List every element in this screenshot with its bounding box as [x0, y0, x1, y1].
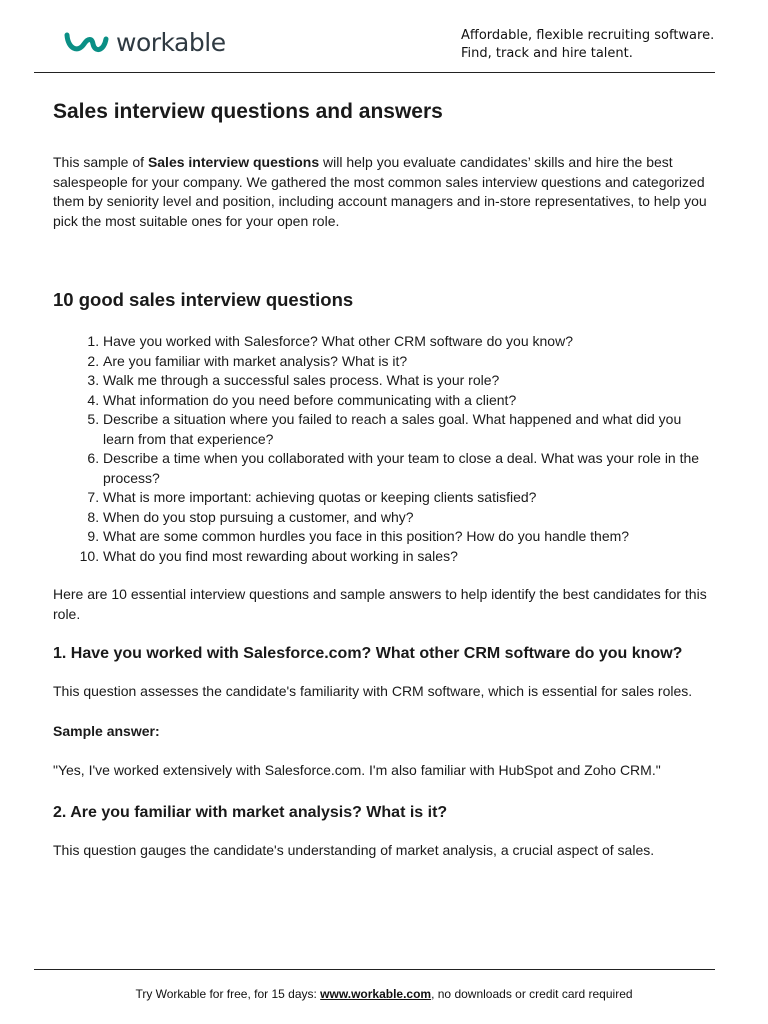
intro-text-start: This sample of — [53, 154, 148, 170]
list-item: 5. Describe a situation where you failed to reach a sales goal. What happened and what did you learn from that experience? — [103, 410, 715, 449]
intro-paragraph — [53, 153, 715, 231]
questions-list-heading: 10 good sales interview questions — [53, 289, 354, 310]
footer-text-start: Try Workable for free, for 15 days: — [135, 987, 321, 1001]
list-item: 6. Describe a time when you collaborated with your team to close a deal. What was your role in the process? — [103, 449, 715, 488]
list-item: 2. Are you familiar with market analysis? What is it? — [103, 352, 715, 372]
footer-text-end: , no downloads or credit card required — [431, 987, 633, 1001]
question-1-heading: 1. Have you worked with Salesforce.com? What other CRM software do you know? — [53, 645, 683, 662]
question-2-heading: 2. Are you familiar with market analysis? What is it? — [53, 803, 448, 821]
list-item: 9. What are some common hurdles you face in this position? How do you handle them? — [103, 527, 715, 547]
list-item: 7. What is more important: achieving quotas or keeping clients satisfied? — [103, 488, 715, 508]
workable-logo-icon — [64, 29, 110, 57]
intro-text-end: will help you evaluate candidates’ skills and hire the best salespeople for your company. We gathered the most common sales interview questions and categorized them by seniority level and position, including account managers and in-store representatives, to help you pick the most suitable ones for your open role. — [53, 154, 707, 229]
tagline-line-2: Find, track and hire talent. — [461, 46, 633, 61]
sample-answer-label — [53, 722, 715, 742]
list-item: 4. What information do you need before communicating with a client? — [103, 391, 715, 411]
page-header — [34, 0, 715, 73]
intro-bold-text: Sales interview questions — [147, 154, 320, 170]
workable-logo[interactable] — [64, 28, 226, 57]
question-2-description: This question gauges the candidate's understanding of market analysis, a crucial aspect of sales. — [53, 841, 655, 858]
list-item: 8. When do you stop pursuing a customer, and why? — [103, 508, 715, 528]
sample-answer-label-text: Sample answer: — [53, 722, 160, 739]
tagline-line-1: Affordable, flexible recruiting software. — [461, 28, 715, 43]
questions-list — [53, 332, 715, 566]
header-tagline — [461, 27, 714, 63]
logo-wordmark: workable — [116, 28, 226, 57]
page-footer — [0, 987, 768, 1001]
question-1-description: This question assesses the candidate's familiarity with CRM software, which is essential for sales roles. — [53, 683, 693, 699]
list-item: 3. Walk me through a successful sales process. What is your role? — [103, 371, 715, 391]
page-title: Sales interview questions and answers — [53, 100, 443, 123]
footer-divider — [34, 969, 715, 970]
question-1-sample-answer: "Yes, I've worked extensively with Salesforce.com. I'm also familiar with HubSpot and Zoho CRM." — [53, 762, 661, 778]
list-item: 1. Have you worked with Salesforce? What other CRM software do you know? — [103, 332, 715, 352]
workable-link[interactable]: www.workable.com — [320, 987, 432, 1001]
list-item: 10. What do you find most rewarding about working in sales? — [103, 547, 715, 567]
list-followup-paragraph: Here are 10 essential interview questions and sample answers to help identify the best candidates for this role. — [53, 586, 707, 622]
document-body — [53, 98, 715, 860]
